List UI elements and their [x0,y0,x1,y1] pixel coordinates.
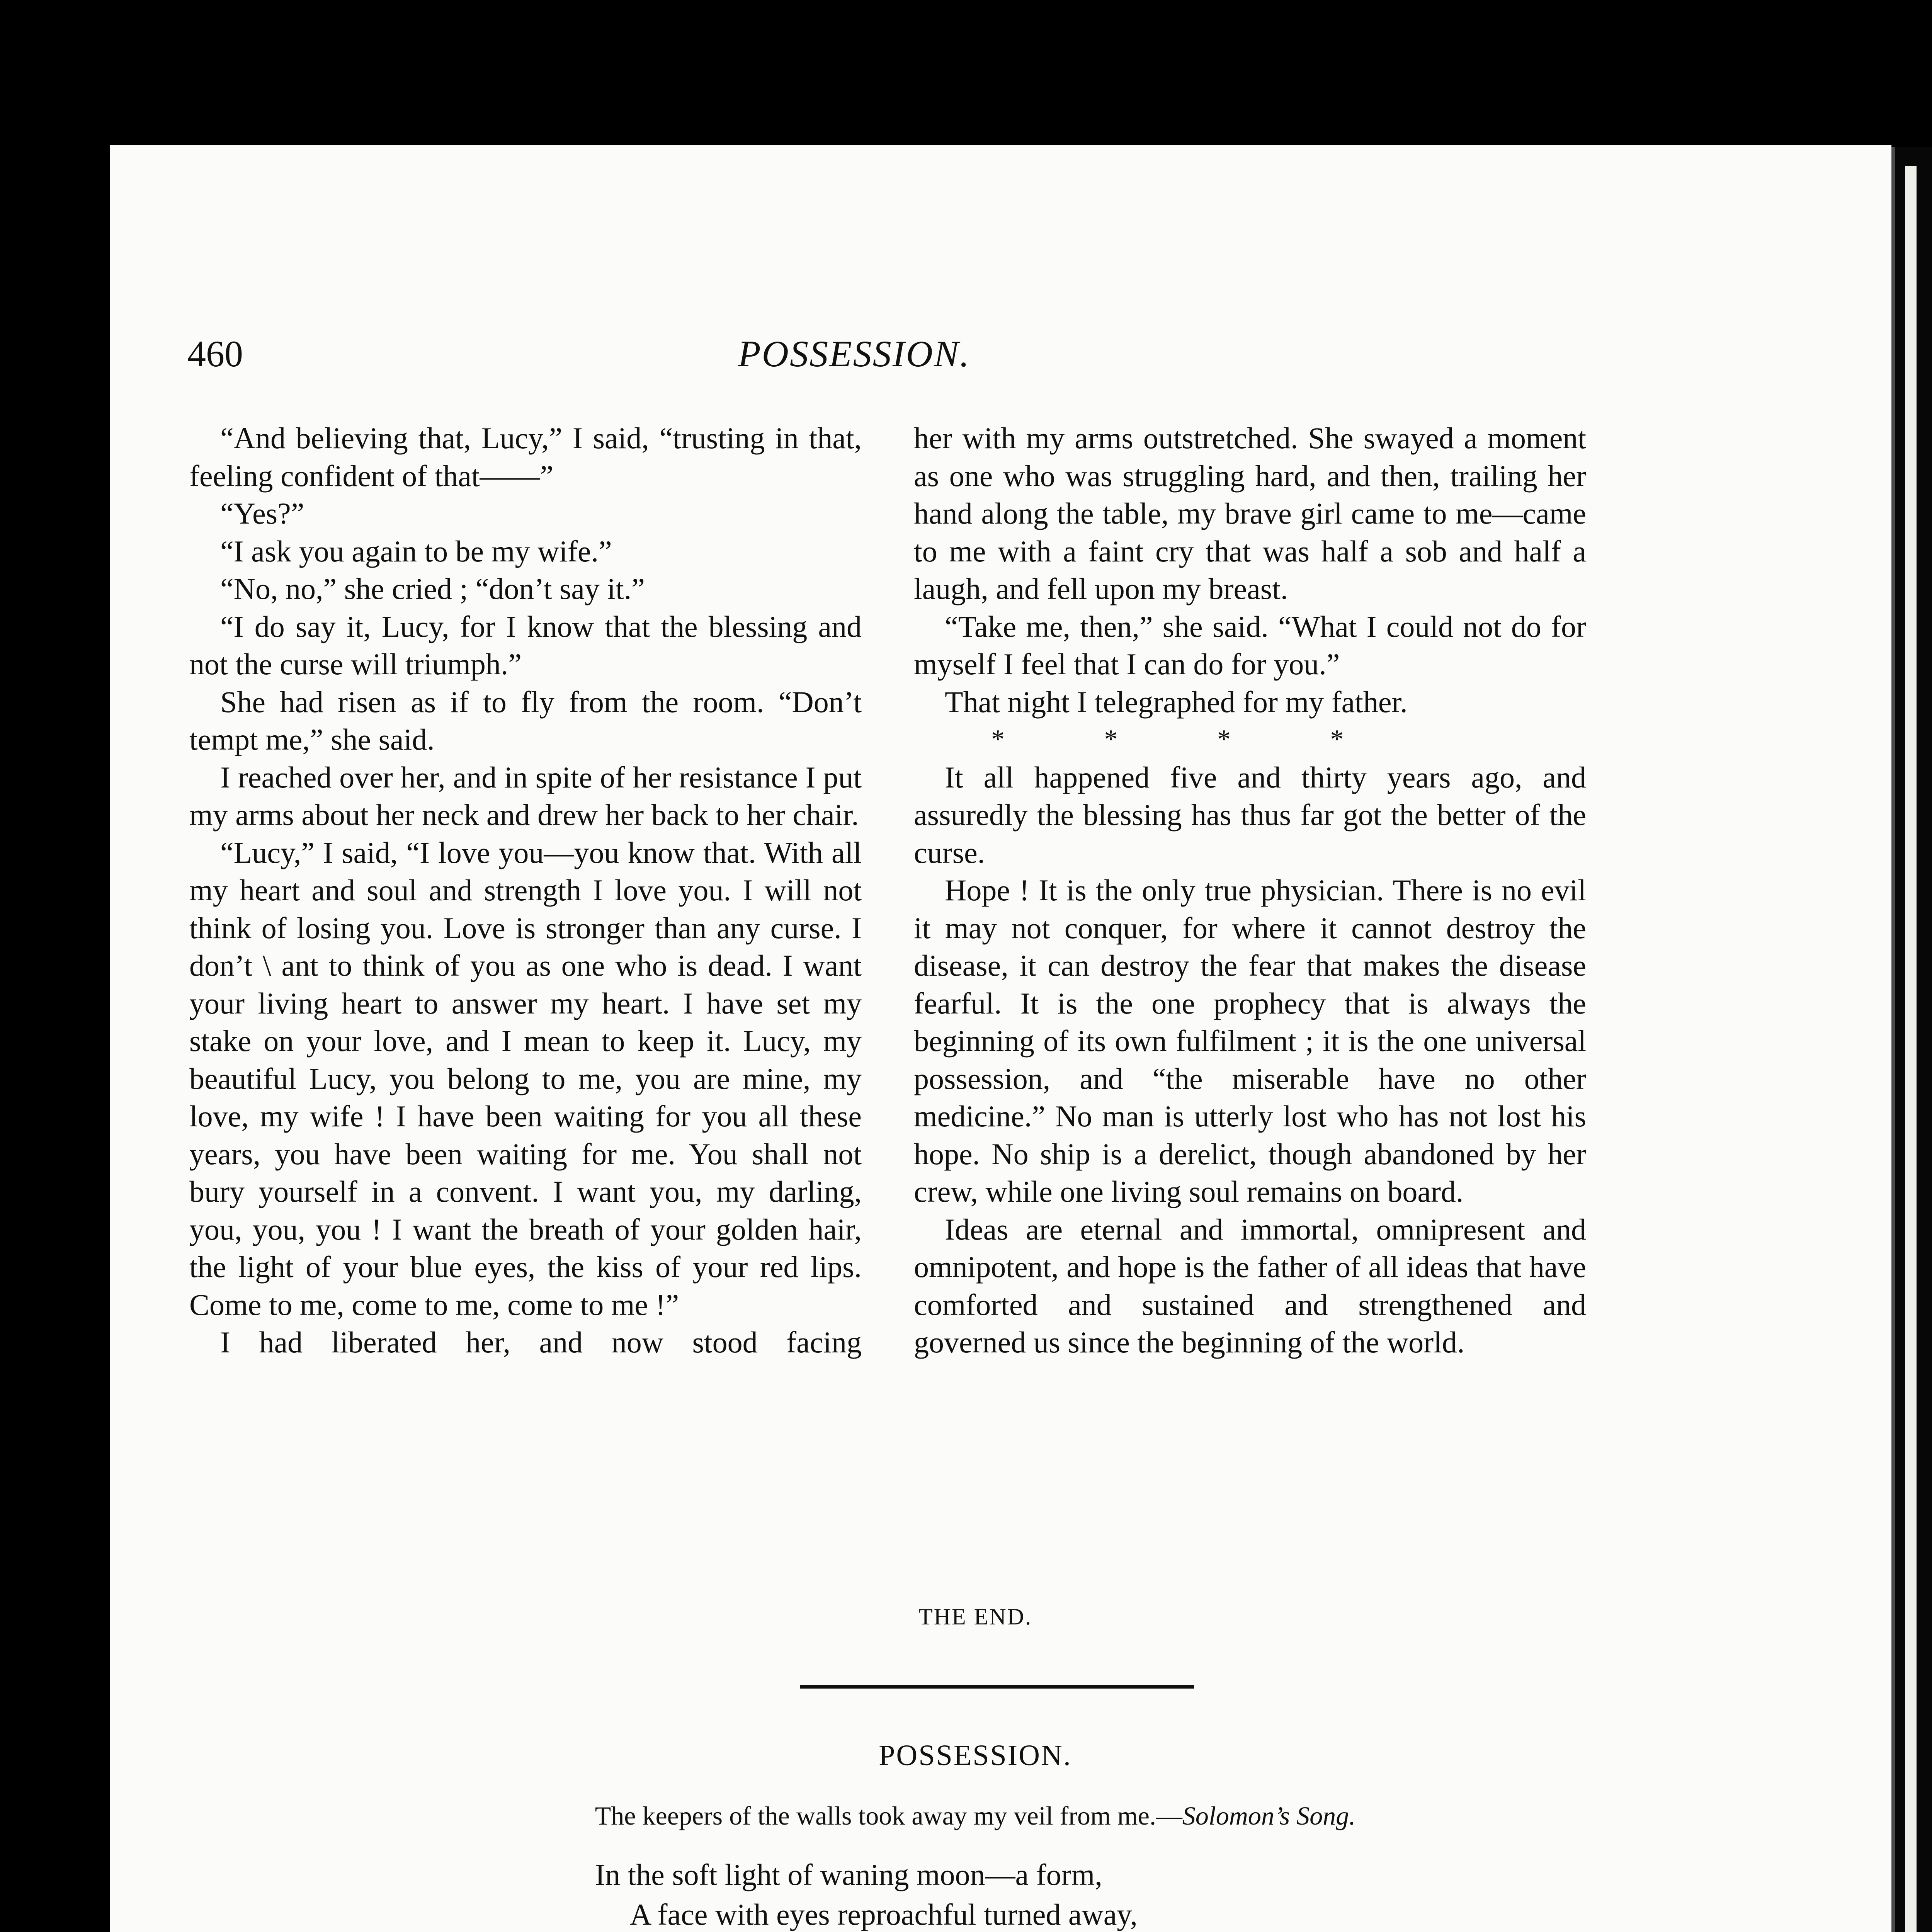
section-break: * * * * [991,724,1390,754]
paragraph: It all happened five and thirty years ago, and assuredly the blessing has thus far got the better of the curse. [914,760,1586,869]
page-number: 460 [187,333,243,374]
paragraph: “Yes?” [220,497,304,530]
poem-stanza [595,1855,1236,1932]
paragraph: “Lucy,” I said, “I love you—you know that. With all my heart and soul and strength I love you. I will not think of losing you. Love is stronger than any curse. I don’t \ ant to think of you as one who is dead. I want your living heart to answer my heart. I have set my stake on your love, and I mean to keep it. Lucy, my beautiful Lucy, you belong to me, you are mine, my love, my wife ! I have been waiting for you all these years, you have been waiting for me. You shall not bury yourself in a convent. I want you, my darling, you, you, you ! I want the breath of your golden hair, the light of your blue eyes, the kiss of your red lips. Come to me, come to me, come to me !” [189,835,862,1321]
paragraph: “I ask you again to be my wife.” [220,534,612,568]
the-end-label: THE END. [918,1604,1032,1629]
paragraph: She had risen as if to fly from the room. “Don’t tempt me,” she said. [189,685,862,756]
paragraph: I had liberated her, and now stood facing [220,1325,862,1359]
paragraph: That night I telegraphed for my father. [945,685,1408,719]
paragraph: “And believing that, Lucy,” I said, “trusting in that, feeling confident of that——” [189,421,862,493]
paragraph: “Take me, then,” she said. “What I could not do for myself I feel that I can do for you.” [914,609,1586,681]
paragraph: I reached over her, and in spite of her resistance I put my arms about her neck and drew her back to her chair. [189,760,862,832]
poem-line: A face with eyes reproachful turned away, [630,1898,1138,1931]
paragraph: Ideas are eternal and immortal, omnipresent and omnipotent, and hope is the father of all ideas that have comforted and sustained and strengthened and governed us since the beginning of the world. [914,1212,1586,1359]
divider-rule [800,1685,1194,1689]
running-header [0,332,1932,379]
poem-title: POSSESSION. [879,1739,1072,1772]
paragraph: “I do say it, Lucy, for I know that the blessing and not the curse will triumph.” [189,609,862,681]
left-column [189,419,862,1361]
epigraph-text: The keepers of the walls took away my veil from me.— [595,1801,1182,1830]
poem-line: In the soft light of waning moon—a form, [595,1858,1102,1891]
paragraph: “No, no,” she cried ; “don’t say it.” [220,572,645,605]
epigraph-source: Solomon’s Song. [1182,1801,1356,1830]
right-column [914,419,1586,1361]
running-title: POSSESSION. [738,333,970,374]
paragraph: her with my arms outstretched. She swayed a moment as one who was struggling hard, and then, trailing her hand along the table, my brave girl came to me—came to me with a faint cry that was half a sob and half a laugh, and fell upon my breast. [914,421,1586,605]
epigraph [0,1801,1932,1831]
poem-body [595,1855,1236,1932]
next-page-edge [1905,166,1917,1932]
paragraph: Hope ! It is the only true physician. There is no evil it may not conquer, for where it cannot destroy the disease, it can destroy the fear that makes the disease fearful. It is the one prophecy that is always the beginning of its own fulfilment ; it is the one universal possession, and “the miserable have no other medicine.” No man is utterly lost who has not lost his hope. No ship is a derelict, though abandoned by her crew, while one living soul remains on board. [914,873,1586,1208]
